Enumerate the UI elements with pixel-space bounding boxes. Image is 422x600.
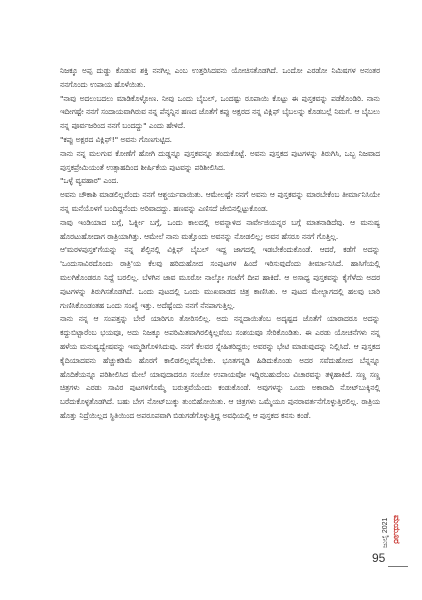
- issue-date-text: ಜುಲೈ 2021: [382, 517, 389, 548]
- paragraph: "ಒಳ್ಳೆ ವ್ಯವಹಾರ" ಎಂದ.: [60, 176, 119, 186]
- page-number: 95: [372, 551, 386, 565]
- paragraph: "ನಾವು ಅದಲುಬದಲು ಮಾಡಿಕೊಳ್ಳೋಣ. ನೀವು ಒಂದು ಬೈಬಲ್, ಒಂದಷ್ಟು ರೂಪಾಯಿ ಕೊಟ್ಟು ಈ ಪುಸ್ತಕವನ್ನು ಪಡೆಕೊಂಡಿರಿ. ನಾನು ಇದೀಗಷ್ಟೇ ನನಗೆ ಸಂದಾಯವಾಗಿರುವ ನನ್ನ ಪೆನ್ಶನ್ನಿನ ಹಣದ ಜೊತೆಗೆ ಕಪ್ಪು ಅಕ್ಷರದ ನನ್ನ ವಿಕ್ಲಿಫ್ ಬೈಬಲನ್ನು ಕೊಡಬಲ್ಲೆ ನಿಮಗೆ. ಆ ಬೈಬಲು ನನ್ನ ಪೂರ್ವಜರಿಂದ ನನಗೆ ಬಂದದ್ದು" ಎಂದು ಹೇಳಿದೆ.: [60, 93, 380, 131]
- magazine-logo: [392, 514, 404, 548]
- article-body: [60, 64, 380, 423]
- paragraph: ನಾನು ನನ್ನ ಆ ಸಂಪತ್ತನ್ನು ಬೇರೆ ಯಾರಿಗೂ ತೋರಿಸಲಿಲ್ಲ. ಅದು ನನ್ನದಾಯಿತೆಂಬ ಅದೃಷ್ಟದ ಜೊತೆಗೆ ಯಾರಾದರೂ ಅದನ್ನು ಕದ್ದುಬಿಟ್ಟಾರೆಂಬ ಭಯವೂ, ಅದು ನಿಜಕ್ಕೂ ಅಪರಿಮಿತವಾಗಿರಲಿಕ್ಕಿಲ್ಲವೆಂಬ ಸಂಶಯವೂ ಸೇರಿಕೊಂಡಿತು. ಈ ಎರಡು ಯೋಚನೆಗಳು ನನ್ನ ಹಳೆಯ ಮನುಷ್ಯದ್ವೇಷವನ್ನು ಇಮ್ಮಡಿಗೊಳಿಸಿದುವು. ನನಗೆ ಕೆಲವರ ಸ್ನೇಹಿತರಿದ್ದರು; ಅವರನ್ನು ಭೇಟಿ ಮಾಡುವುದನ್ನು ನಿಲ್ಲಿಸಿದೆ. ಆ ಪುಸ್ತಕದ ಕೈದಿಯಾದವನು ಹೆಚ್ಚುಕಡಿಮೆ ಹೊರಗೆ ಕಾಲಿಡಲಿಲ್ಲವೆನ್ನಬೇಕು. ಭೂತಗನ್ನಡಿ ಹಿಡಿದುಕೊಂಡು ಅದರ ಸವೆದುಹೋದ ಬೆನ್ನನ್ನೂ ಹೊದಿಕೆಯನ್ನೂ ಪರಿಶೀಲಿಸಿದ ಮೇಲೆ ಯಾವುದಾದರೂ ಸಂಚೋ ಉಪಾಯವೋ ಇದ್ದಿರಬಹುದೆಂಬ ವಿಚಾರವನ್ನು ತಳ್ಳಿಹಾಕಿದೆ. ಸಣ್ಣ ಸಣ್ಣ ಚಿತ್ರಗಳು ಎರಡು ಸಾವಿರ ಪುಟಗಳಿಗೊಮ್ಮೆ ಬರುತ್ತವೆಯೆಂದು ಕಂಡುಕೊಂಡೆ. ಅವುಗಳನ್ನು ಒಂದು ಅಕಾರಾದಿ ನೋಟ್‌ಬುಕ್ಕಿನಲ್ಲಿ ಬರೆದುಕೊಳ್ಳತೊಡಗಿದೆ. ಬಹು ಬೇಗ ನೋಟ್‌ಬುಕ್ಕು ತುಂಬಿಹೋಯಿತು. ಆ ಚಿತ್ರಗಳು ಒಮ್ಮೆಯೂ ಪುನರಾವರ್ತನೆಗೊಳ್ಳುತ್ತಿರಲಿಲ್ಲ. ರಾತ್ರಿಯ ಹೊತ್ತು ನಿದ್ರೆಯಿಲ್ಲದ ಸ್ಥಿತಿಯಿಂದ ಅಪರೂಪವಾಗಿ ಬಿಡುಗಡೆಗೊಳ್ಳುತ್ತಿದ್ದ ಅವಧಿಯಲ್ಲಿ ಆ ಪುಸ್ತಕದ ಕನಸು ಕಂಡೆ.: [60, 314, 380, 420]
- issue-date: [379, 512, 391, 548]
- paragraph: "ಕಪ್ಪು ಅಕ್ಷರದ ವಿಕ್ಲಿಫ್!" ಅವನು ಗೊಣಗುಟ್ಟಿದ.: [60, 134, 173, 144]
- magazine-logo-text: ಮಯೂರ: [392, 515, 401, 544]
- paragraph: ನಾನು ನನ್ನ ಮಲಗುವ ಕೋಣೆಗೆ ಹೋಗಿ ದುಡ್ಡನ್ನೂ ಪುಸ್ತಕವನ್ನೂ ತಂದುಕೊಟ್ಟೆ. ಅವನು ಪುಸ್ತಕದ ಪುಟಗಳನ್ನು ತಿರುಗಿಸಿ, ಒಬ್ಬ ನಿಜವಾದ ಪುಸ್ತಕಪ್ರೇಮಿಯಂತೆ ಉತ್ಸಾಹದಿಂದ ಶೀರ್ಷಿಕೆಯ ಪುಟವನ್ನು ಪರಿಶೀಲಿಸಿದ.: [60, 148, 380, 172]
- paragraph: ಅವನು ಚೌಕಾಶಿ ಮಾಡಲಿಲ್ಲವೆಂದು ನನಗೆ ಆಶ್ಚರ್ಯವಾಯಿತು. ಆಮೇಲಷ್ಟೇ ನನಗೆ ಅವನು ಆ ಪುಸ್ತಕವನ್ನು ಮಾರಬೇಕೆಂಬ ತೀರ್ಮಾನಿಸಿಯೇ ನನ್ನ ಮನೆಯೊಳಗೆ ಬಂದಿದ್ದನೆಂದು ಅರಿವಾದದ್ದು. ಹಣವನ್ನು ಎಣಿಸದೆ ಜೇಬಿನಲ್ಲಿಟ್ಟುಕೊಂಡ.: [60, 190, 380, 213]
- paragraph: ನಾವು ಇಂಡಿಯಾದ ಬಗ್ಗೆ, ಓರ್ಕ್ನೀ ಬಗ್ಗೆ, ಒಂದು ಕಾಲದಲ್ಲಿ ಅವನ್ನಾಳಿದ ನಾರ್ವೇಜಿಯನ್ನರ ಬಗ್ಗೆ ಮಾತನಾಡಿದೆವು. ಆ ಮನುಷ್ಯ ಹೊರಟುಹೋದಾಗ ರಾತ್ರಿಯಾಗಿತ್ತು. ಆಮೇಲೆ ನಾನು ಮತ್ತೊಂದು ಅವನನ್ನು ನೋಡಲಿಲ್ಲ; ಅವನ ಹೆಸರೂ ನನಗೆ ಗೊತ್ತಿಲ್ಲ.: [60, 217, 380, 241]
- paragraph: ನಿಜಕ್ಕೂ ಅಪ್ಪ ದುಡ್ಡು ಕೊಡುವ ಶಕ್ತಿ ನನಗಿಲ್ಲ ಎಂಬ ಉತ್ತರಿಸಿದವನು ಯೋಚಿಸತೊಡಗಿದೆ. ಒಂದೋ ಎರಡೋ ನಿಮಿಷಗಳ ಅನಂತರ ನನಗೊಂದು ಉಪಾಯ ಹೊಳೆಯಿತು.: [60, 66, 380, 89]
- magazine-logo-mark: [392, 514, 404, 548]
- paragraph: ಆ'ಮರಳಪುಸ್ತಕ'ಗೆಯನ್ನು ನನ್ನ ಶೆಲ್ಫಿನಲ್ಲಿ ವಿಕ್ಲಿಫ್ ಬೈಬಲ್ ಇದ್ದ ಜಾಗದಲ್ಲಿ ಇಡಬೇಕೆಂದುಕೊಂಡೆ. ಆದರೆ, ಕಡೆಗೆ ಅದನ್ನು 'ಒಂದುಸಾವಿರದೊಂದು ರಾತ್ರಿ'ಯ ಕೆಲವು ಹರಿದುಹೋದ ಸಂಪುಟಗಳ ಹಿಂದೆ ಇರಿಸುವುದೆಂದು ತೀರ್ಮಾನಿಸಿದೆ. ಹಾಸಿಗೆಯಲ್ಲಿ ಮಲಗಿಕೊಂಡರೂ ನಿದ್ದೆ ಬರಲಿಲ್ಲ. ಬೆಳಗಿನ ಜಾವ ಮೂರೋ ನಾಲ್ಕೋ ಗಂಟೆಗೆ ದೀಪ ಹಾಕಿದೆ. ಆ ಅಸಾಧ್ಯ ಪುಸ್ತಕವನ್ನು ಕೈಗೆಳೆದು ಅದರ ಪುಟಗಳನ್ನು ತಿರುಗಿಸತೊಡಗಿದೆ. ಒಂದು ಪುಟದಲ್ಲಿ ಒಂದು ಮುಖವಾಡದ ಚಿತ್ರ ಕಾಣಿಸಿತು. ಆ ಪುಟದ ಮೇಲ್ಭಾಗದಲ್ಲಿ ಹಲವು ಬಾರಿ ಗುಣಿಸಿಕೊಂಡಂತಹ ಒಂದು ಸಂಖ್ಯೆ ಇತ್ತು. ಅದೆಷ್ಟೆಂದು ನನಗೆ ನೆನಪಾಗುತ್ತಿಲ್ಲ.: [60, 245, 380, 310]
- page-number-rule: [388, 566, 408, 567]
